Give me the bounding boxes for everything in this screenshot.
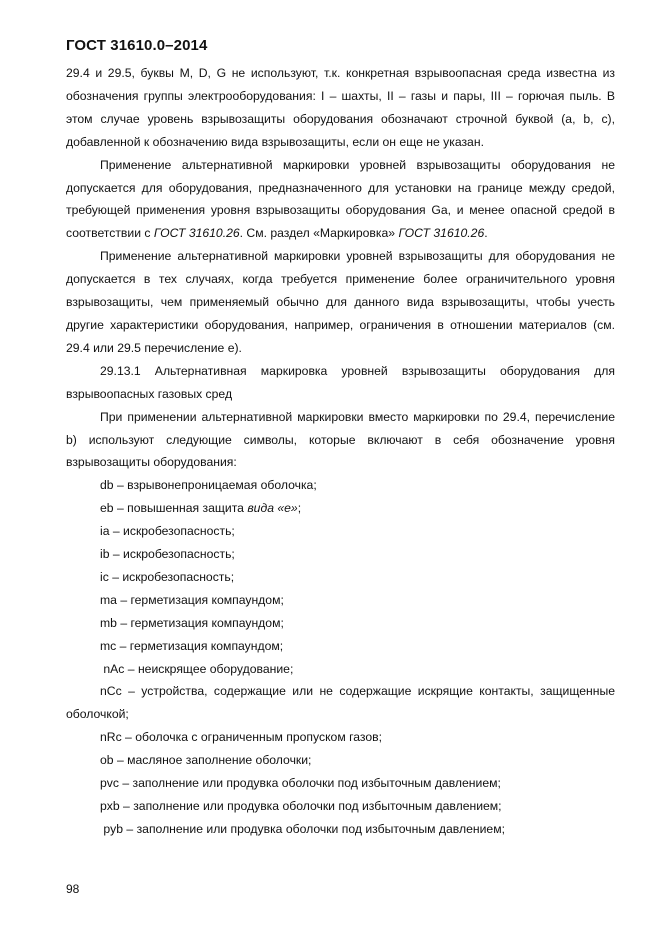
- list-item: nCc – устройства, содержащие или не содержащие искрящие контакты, защищенные оболочкой;: [66, 684, 615, 722]
- page-number: 98: [66, 882, 80, 896]
- list-item-text: eb – повышенная защита: [100, 501, 248, 516]
- list-item: mb – герметизация компаундом;: [100, 615, 284, 630]
- list-item: ib – искробезопасность;: [100, 547, 235, 562]
- paragraph-text: .: [484, 226, 488, 241]
- list-item-tail: ;: [297, 501, 302, 516]
- document-header-title: ГОСТ 31610.0–2014: [66, 37, 208, 54]
- list-item: [66, 497, 615, 520]
- paragraph-text: Применение альтернативной маркировки уровней взрывозащиты оборудования не допускается для оборудования, предназначенного для установки на границе между средой, требующей применения уровня взрывозащиты оборудования Ga, и менее опасной средой в соответствии с: [66, 157, 615, 241]
- paragraph-restrictive-level: Применение альтернативной маркировки уровней взрывозащиты для оборудования не допускается в тех случаях, когда требуется применение более ограничительного уровня взрывозащиты, чем применяемый обычно для данного вида взрывозащиты, чтобы учесть другие характеристики оборудования, например, ограничения в отношении материалов (см. 29.4 или 29.5 перечисление е).: [66, 249, 615, 355]
- paragraph-symbols-intro: При применении альтернативной маркировки вместо маркировки по 29.4, перечисление b) используют следующие символы, которые включают в себя обозначение уровня взрывозащиты оборудования:: [66, 409, 615, 470]
- paragraph-text: . См. раздел «Маркировка»: [239, 226, 399, 241]
- document-body: [66, 62, 615, 841]
- list-item: nRc – оболочка с ограниченным пропуском газов;: [100, 730, 383, 745]
- paragraph-continuation: 29.4 и 29.5, буквы M, D, G не используют, т.к. конкретная взрывоопасная среда известна из обозначения группы электрооборудования: I – шахты, II – газы и пары, III – горючая пыль. В этом случае уровень взрывозащиты оборудования обозначают строчной буквой (a, b, c), добавленной к обозначению вида взрывозащиты, если он еще не указан.: [66, 66, 615, 149]
- list-item: pyb – заполнение или продувка оболочки под избыточным давлением;: [100, 821, 505, 836]
- list-item: pvc – заполнение или продувка оболочки под избыточным давлением;: [100, 776, 501, 791]
- section-heading-29-13-1: 29.13.1 Альтернативная маркировка уровней взрывозащиты оборудования для взрывоопасных газовых сред: [66, 363, 615, 401]
- list-item: ic – искробезопасность;: [100, 569, 235, 584]
- list-item: nAc – неискрящее оборудование;: [100, 661, 294, 676]
- list-item: ma – герметизация компаундом;: [100, 592, 284, 607]
- list-item: ob – масляное заполнение оболочки;: [100, 753, 312, 768]
- paragraph-ga-boundary: [66, 154, 615, 246]
- standard-reference: ГОСТ 31610.26: [398, 226, 485, 241]
- list-item: ia – искробезопасность;: [100, 524, 235, 539]
- list-item: pxb – заполнение или продувка оболочки под избыточным давлением;: [100, 799, 502, 813]
- standard-reference: ГОСТ 31610.26: [153, 226, 240, 241]
- list-item: db – взрывонепроницаемая оболочка;: [100, 478, 317, 493]
- list-item: mc – герметизация компаундом;: [100, 638, 284, 653]
- list-item-emphasis: вида «е»: [247, 501, 298, 516]
